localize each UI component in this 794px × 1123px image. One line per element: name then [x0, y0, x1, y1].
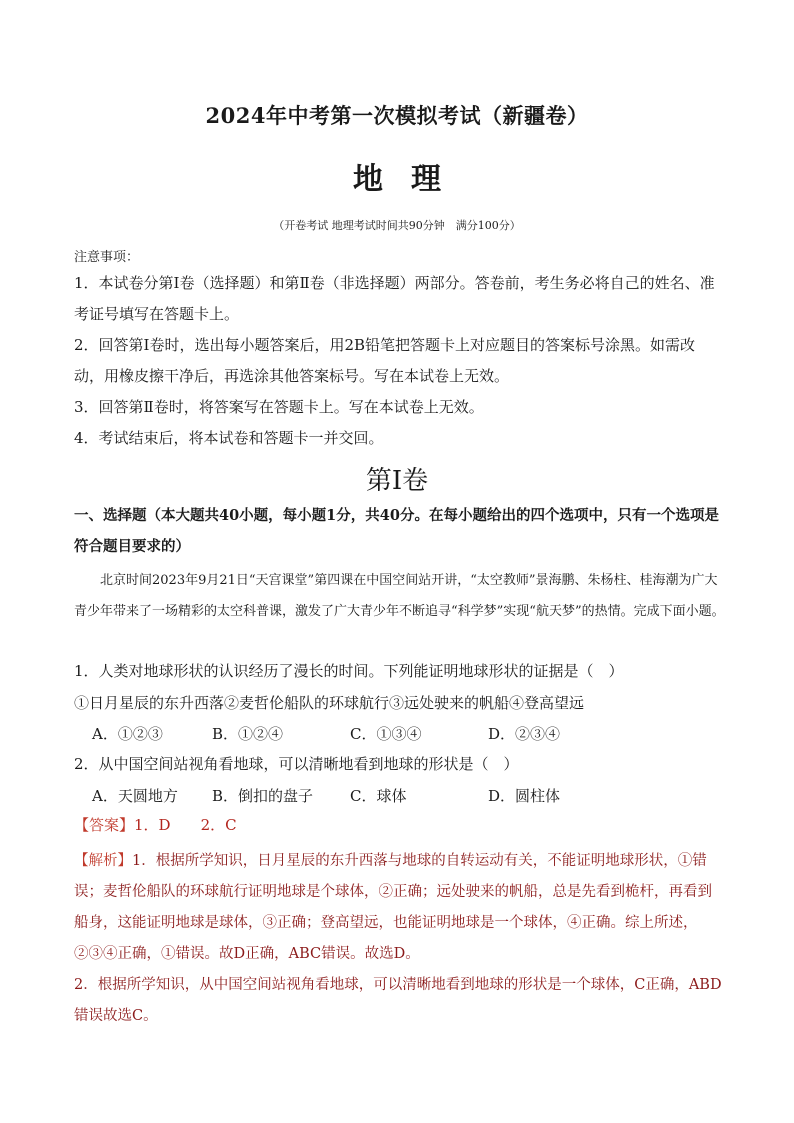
question-2-option-b: B．倒扣的盘子 [212, 787, 314, 805]
subject-title: 地理 [353, 162, 469, 197]
reading-passage: 北京时间2023年9月21日“天宫课堂”第四课在中国空间站开讲，“太空教师”景海鹏、朱杨柱、桂海潮为广大青少年带来了一场精彩的太空科普课，激发了广大青少年不断追寻“科学梦”实现“航天梦”的热情。完成下面小题。 [74, 573, 725, 619]
page-title: 2024年中考第一次模拟考试（新疆卷） [205, 103, 589, 128]
question-1-option-b: B．①②④ [212, 725, 284, 743]
question-2-option-c: C．球体 [350, 787, 407, 805]
question-1-option-d: D．②③④ [488, 725, 561, 743]
answer-tag: 【答案】 [74, 816, 135, 834]
question-2-stem: 2．从中国空间站视角看地球，可以清晰地看到地球的形状是（ ） [74, 755, 519, 773]
question-1-statement: ①日月星辰的东升西落②麦哲伦船队的环球航行③远处驶来的帆船④登高望远 [74, 694, 585, 712]
exam-info: （开卷考试 地理考试时间共90分钟 满分100分） [273, 219, 521, 232]
question-2-options [92, 785, 560, 806]
explanation-1 [74, 846, 724, 970]
notes-heading: 注意事项： [74, 250, 140, 265]
note-item-3: 3．回答第Ⅱ卷时，将答案写在答题卡上。写在本试卷上无效。 [74, 398, 484, 416]
note-item-1: 1．本试卷分第Ⅰ卷（选择题）和第Ⅱ卷（非选择题）两部分。答卷前，考生务必将自己的姓名、准考证号填写在答题卡上。 [74, 274, 715, 323]
answer-text: 1．D 2．C [134, 816, 237, 834]
explanation-1-text: 1．根据所学知识，日月星辰的东升西落与地球的自转运动有关，不能证明地球形状，①错误；麦哲伦船队的环球航行证明地球是个球体，②正确；远处驶来的帆船，总是先看到桅杆，再看到船身，这能证明地球是球体，③正确；登高望远，也能证明地球是一个球体，④正确。综上所述，②③④正确，①错误。故D正确，ABC错误。故选D。 [74, 853, 712, 962]
question-1-option-c: C．①③④ [350, 725, 422, 743]
section-heading [74, 500, 726, 562]
note-item-2: 2．回答第Ⅰ卷时，选出每小题答案后，用2B铅笔把答题卡上对应题目的答案标号涂黑。如需改动，用橡皮擦干净后，再选涂其他答案标号。写在本试卷上无效。 [74, 336, 696, 385]
answer-line [74, 814, 237, 835]
question-1-options [92, 723, 560, 744]
section-heading-text: 一、选择题（本大题共40小题，每小题1分，共40分。在每小题给出的四个选项中，只有一个选项是符合题目要求的） [74, 507, 719, 555]
explanation-tag: 【解析】 [74, 853, 132, 869]
question-1-stem: 1．人类对地球形状的认识经历了漫长的时间。下列能证明地球形状的证据是（ ） [74, 662, 624, 680]
note-item-4: 4．考试结束后，将本试卷和答题卡一并交回。 [74, 429, 384, 447]
question-2-option-a: A．天圆地方 [92, 787, 178, 805]
question-1-option-a: A．①②③ [92, 725, 163, 743]
explanation-2: 2．根据所学知识，从中国空间站视角看地球，可以清晰地看到地球的形状是一个球体，C正确，ABD错误故选C。 [74, 977, 722, 1024]
question-2-option-d: D．圆柱体 [488, 787, 561, 805]
volume-title: 第Ⅰ卷 [365, 466, 429, 496]
